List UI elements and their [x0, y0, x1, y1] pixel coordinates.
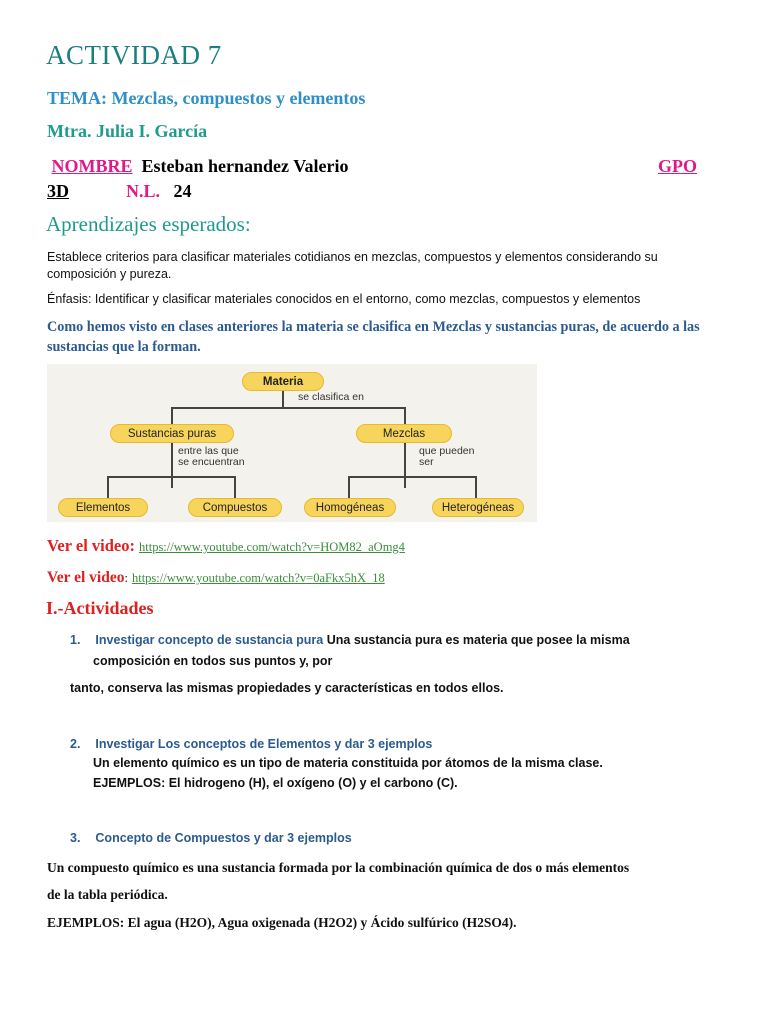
intro-paragraph: Como hemos visto en clases anteriores la materia se clasifica en Mezclas y sustancias puras, de acuerdo a las sustancias que la forman. [47, 319, 700, 355]
node-materia: Materia [242, 372, 324, 391]
actividades-heading: I.-Actividades [46, 598, 154, 618]
item-question: Concepto de Compuestos y dar 3 ejemplos [95, 831, 352, 845]
video-line-1 [47, 536, 405, 556]
nl-label: N.L. [126, 181, 161, 201]
label-se-clasifica: se clasifica en [298, 391, 364, 403]
node-homogeneas: Homogéneas [304, 498, 396, 517]
item-number: 3. [70, 831, 81, 845]
video-label-2: Ver el video [47, 569, 125, 586]
item-question: Investigar Los conceptos de Elementos y dar 3 ejemplos [95, 737, 433, 751]
node-heterogeneas: Heterogéneas [432, 498, 524, 517]
item-answer: Un compuesto químico es una sustancia formada por la combinación química de dos o más elementos [47, 860, 630, 875]
item-answer-continued: tanto, conserva las mismas propiedades y características en todos ellos. [70, 681, 504, 695]
nombre-label: NOMBRE [51, 156, 133, 176]
video-label-1: Ver el video: [47, 536, 135, 555]
page-title: ACTIVIDAD 7 [46, 40, 222, 70]
node-mezclas: Mezclas [356, 424, 452, 443]
aprendizajes-heading: Aprendizajes esperados: [46, 212, 251, 236]
item-answer-examples: EJEMPLOS: El agua (H2O), Agua oxigenada (H2O2) y Ácido sulfúrico (H2SO4). [47, 915, 517, 930]
list-item [70, 737, 432, 751]
video-separator: : [124, 571, 128, 585]
video-link-1[interactable]: https://www.youtube.com/watch?v=HOM82_aOmg4 [139, 540, 405, 554]
teacher-name: Mtra. Julia I. García [47, 121, 208, 141]
gpo-label: GPO [658, 156, 697, 176]
topic-heading: TEMA: Mezclas, compuestos y elementos [47, 88, 366, 108]
video-link-2[interactable]: https://www.youtube.com/watch?v=0aFkx5hX_18 [131, 571, 385, 585]
nl-value: 24 [173, 181, 192, 201]
enfasis-paragraph: Énfasis: Identificar y clasificar materiales conocidos en el entorno, como mezclas, compuestos y elementos [47, 292, 641, 306]
list-item [70, 633, 630, 647]
item-answer-examples: EJEMPLOS: El hidrogeno (H), el oxígeno (O) y el carbono (C). [93, 776, 458, 790]
gpo-value: 3D [47, 181, 69, 201]
node-compuestos: Compuestos [188, 498, 282, 517]
nombre-value: Esteban hernandez Valerio [141, 156, 349, 176]
node-elementos: Elementos [58, 498, 148, 517]
item-answer-continued: de la tabla periódica. [47, 887, 168, 902]
item-number: 2. [70, 737, 81, 751]
label-que-pueden-ser: que pueden ser [419, 445, 475, 468]
student-name-line [47, 156, 717, 177]
node-sustancias-puras: Sustancias puras [110, 424, 234, 443]
item-answer-continued: composición en todos sus puntos y, por [93, 654, 333, 668]
item-number: 1. [70, 633, 81, 647]
item-question: Investigar concepto de sustancia pura [95, 633, 324, 647]
item-answer: Un elemento químico es un tipo de materia constituida por átomos de la misma clase. [93, 756, 603, 770]
label-entre-las-que: entre las que se encuentran [178, 445, 245, 468]
aprendizajes-paragraph: Establece criterios para clasificar materiales cotidianos en mezclas, compuestos y elementos considerando su composición y pureza. [47, 250, 658, 281]
group-line [47, 181, 192, 202]
video-line-2 [47, 569, 385, 587]
list-item [70, 831, 352, 845]
classification-diagram [47, 364, 537, 522]
item-answer: Una sustancia pura es materia que posee la misma [323, 633, 630, 647]
